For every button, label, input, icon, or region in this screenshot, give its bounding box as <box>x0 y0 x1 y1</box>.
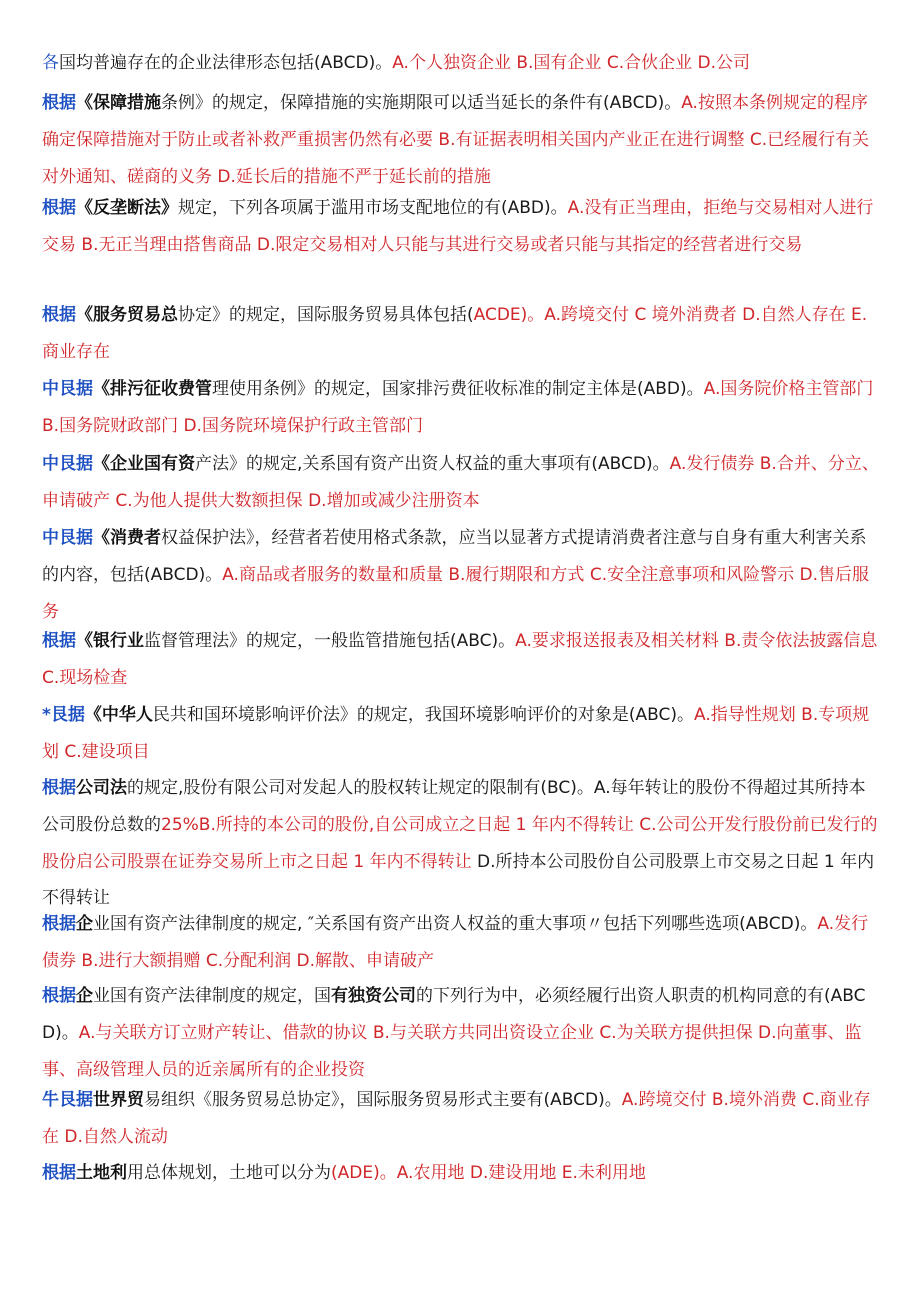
question-lead: *艮据 <box>42 705 85 725</box>
question-lead: 根据 <box>42 778 76 798</box>
answer-text: A.指导性规划 B.专项规划 C.建设项目 <box>42 705 870 762</box>
question-14 <box>42 1155 882 1192</box>
question-8 <box>42 623 882 697</box>
question-lead: 根据 <box>42 986 76 1006</box>
question-text: 民共和国环境影响评价法》的规定，我国环境影响评价的对象是(ABC)。 <box>152 705 695 725</box>
question-13 <box>42 1082 882 1156</box>
answer-text: 25%B.所持的本公司的股份,自公司成立之日起 1 年内不得转让 C.公司公开发行股份前已发行的股份启公司股票在证券交易所上市之日起 1 年内不得转让 <box>42 814 878 872</box>
question-keyword: 《排污征收费管 <box>93 379 212 399</box>
answer-text: (ADE)。A.农用地 D.建设用地 E.未利用地 <box>331 1163 646 1183</box>
question-text-2: 的下列行为中，必须经履行出资人职责的机构同意的有(ABCD)。 <box>42 986 866 1043</box>
question-text: 监督管理法》的规定，一般监管措施包括(ABC)。 <box>144 631 516 651</box>
question-keyword: 《保障措施 <box>76 93 161 113</box>
question-text: 条例》的规定，保障措施的实施期限可以适当延长的条件有(ABCD)。 <box>161 93 682 113</box>
question-keyword: 土地利 <box>76 1163 127 1183</box>
question-keyword-2: 有独资公司 <box>331 986 416 1006</box>
question-tail-text: D.所持本公司股份自公司股票上市交易之日起 1 年内不得转让 <box>42 851 875 909</box>
question-lead: 根据 <box>42 93 76 113</box>
answer-text: A.没有正当理由，拒绝与交易相对人进行交易 B.无正当理由搭售商品 D.限定交易相对人只能与其进行交易或者只能与其指定的经营者进行交易 <box>42 198 874 255</box>
answer-text: A.国务院价格主管部门 B.国务院财政部门 D.国务院环境保护行政主管部门 <box>42 379 874 436</box>
question-lead: 中艮据 <box>42 528 93 548</box>
question-text: 易组织《服务贸易总协定》，国际服务贸易形式主要有(ABCD)。 <box>144 1090 622 1110</box>
question-11 <box>42 906 882 980</box>
question-text: 规定，下列各项属于滥用市场支配地位的有(ABD)。 <box>178 198 568 218</box>
question-lead: 根据 <box>42 305 76 325</box>
question-keyword: 企 <box>76 914 93 934</box>
question-12 <box>42 978 882 1088</box>
question-keyword: 《企业国有资 <box>93 454 195 474</box>
answer-text: A.按照本条例规定的程序确定保障措施对于防止或者补救严重损害仍然有必要 B.有证据表明相关国内产业正在进行调整 C.已经履行有关对外通知、磋商的义务 D.延长后的措施不严于延长前的措施 <box>42 93 870 187</box>
question-text: 国均普遍存在的企业法律形态包括(ABCD)。 <box>59 53 393 73</box>
question-7 <box>42 520 882 630</box>
question-keyword: 公司法 <box>76 778 127 798</box>
question-4 <box>42 297 882 371</box>
question-lead: 根据 <box>42 1163 76 1183</box>
question-text: 的规定,股份有限公司对发起人的股权转让规定的限制有(BC)。A.每年转让的股份不得超过其所持本公司股份总数的 <box>42 778 866 835</box>
question-text: 用总体规划，土地可以分为 <box>127 1163 331 1183</box>
question-text: 业国有资产法律制度的规定，国 <box>93 986 331 1006</box>
question-5 <box>42 371 882 445</box>
answer-text: ACDE)。A.跨境交付 C 境外消费者 D.自然人存在 E.商业存在 <box>42 305 868 362</box>
question-1 <box>42 45 882 82</box>
question-text: 权益保护法》，经营者若使用格式条款，应当以显著方式提请消费者注意与自身有重大利害关系的内容，包括(ABCD)。 <box>42 528 867 585</box>
question-9 <box>42 697 882 771</box>
answer-text: A.跨境交付 B.境外消费 C.商业存在 D.自然人流动 <box>42 1090 871 1147</box>
question-keyword: 《消费者 <box>93 528 161 548</box>
question-lead: 牛艮据 <box>42 1090 93 1110</box>
question-text: 协定》的规定，国际服务贸易具体包括( <box>178 305 474 325</box>
question-text: 业国有资产法律制度的规定, ″关系国有资产出资人权益的重大事项〃包括下列哪些选项(ABCD)。 <box>93 914 818 934</box>
question-3 <box>42 190 882 264</box>
question-lead: 根据 <box>42 631 76 651</box>
question-text: 产法》的规定,关系国有资产出资人权益的重大事项有(ABCD)。 <box>195 454 670 474</box>
question-keyword: 《服务贸易总 <box>76 305 178 325</box>
answer-text: A.发行债券 B.合并、分立、申请破产 C.为他人提供大数额担保 D.增加或减少注册资本 <box>42 454 879 511</box>
question-text: 理使用条例》的规定，国家排污费征收标准的制定主体是(ABD)。 <box>212 379 704 399</box>
answer-text: A.商品或者服务的数量和质量 B.履行期限和方式 C.安全注意事项和风险警示 D.售后服务 <box>42 564 869 622</box>
answer-text: A.与关联方订立财产转让、借款的协议 B.与关联方共同出资设立企业 C.为关联方提供担保 D.向董事、监事、高级管理人员的近亲属所有的企业投资 <box>42 1022 862 1080</box>
question-keyword: 《反垄断法》 <box>76 198 178 218</box>
question-10 <box>42 770 882 917</box>
question-keyword: 《中华人 <box>84 705 153 725</box>
question-keyword: 企 <box>76 986 93 1006</box>
answer-text: A.个人独资企业 B.国有企业 C.合伙企业 D.公司 <box>392 53 750 73</box>
answer-text: A.发行债券 B.进行大额捐赠 C.分配利润 D.解散、申请破产 <box>42 914 869 971</box>
question-6 <box>42 446 882 520</box>
question-2 <box>42 85 882 195</box>
question-lead: 中艮据 <box>42 379 93 399</box>
question-lead: 中艮据 <box>42 454 93 474</box>
question-keyword: 世界贸 <box>93 1090 144 1110</box>
question-keyword: 《银行业 <box>76 631 144 651</box>
answer-text: A.要求报送报表及相关材料 B.责令依法披露信息 C.现场检查 <box>42 631 878 688</box>
question-lead: 各 <box>42 53 59 73</box>
question-lead: 根据 <box>42 198 76 218</box>
question-lead: 根据 <box>42 914 76 934</box>
